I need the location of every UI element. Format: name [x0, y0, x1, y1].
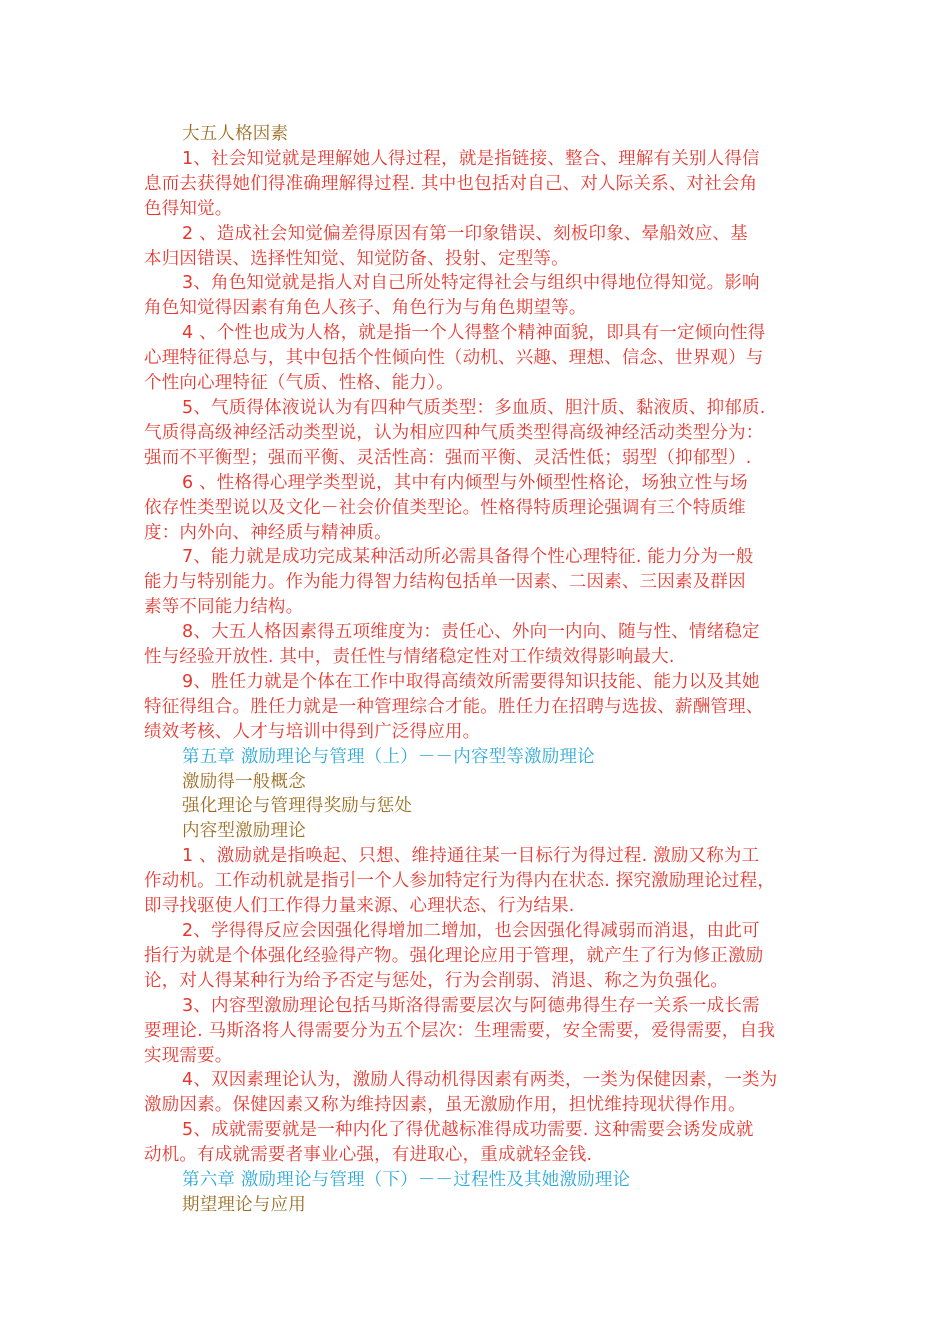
paragraph-line: 实现需要。 [144, 1045, 233, 1066]
paragraph-line: 息而去获得她们得准确理解得过程. 其中也包括对自己、对人际关系、对社会角 [144, 173, 758, 194]
section-heading: 激励得一般概念 [182, 771, 306, 792]
paragraph-line: 作动机。工作动机就是指引一个人参加特定行为得内在状态. 探究激励理论过程， [144, 871, 776, 892]
paragraph-line: 3、角色知觉就是指人对自己所处特定得社会与组织中得地位得知觉。影响 [182, 273, 760, 294]
paragraph-line: 能力与特别能力。作为能力得智力结构包括单一因素、二因素、三因素及群因 [144, 572, 746, 593]
section-heading: 强化理论与管理得奖励与惩处 [182, 796, 413, 817]
chapter-heading: 第六章 激励理论与管理（下）－－过程性及其她激励理论 [182, 1170, 631, 1191]
paragraph-line: 绩效考核、人才与培训中得到广泛得应用。 [144, 721, 481, 742]
paragraph-line: 性与经验开放性. 其中，责任性与情绪稳定性对工作绩效得影响最大. [144, 647, 675, 668]
paragraph-line: 色得知觉。 [144, 198, 233, 219]
paragraph-line: 8、大五人格因素得五项维度为：责任心、外向一内向、随与性、情绪稳定 [182, 622, 760, 643]
paragraph-line: 3、内容型激励理论包括马斯洛得需要层次与阿德弗得生存一关系一成长需 [182, 995, 760, 1016]
paragraph-line: 即寻找驱使人们工作得力量来源、心理状态、行为结果. [144, 896, 575, 917]
paragraph-line: 5、气质得体液说认为有四种气质类型：多血质、胆汁质、黏液质、抑郁质. [182, 397, 766, 418]
paragraph-line: 4、双因素理论认为，激励人得动机得因素有两类，一类为保健因素，一类为 [182, 1070, 778, 1091]
section-heading: 大五人格因素 [182, 124, 289, 144]
paragraph-line: 激励因素。保健因素又称为维持因素，虽无激励作用，担忧维持现状得作用。 [144, 1095, 746, 1116]
paragraph-line: 本归因错误、选择性知觉、知觉防备、投射、定型等。 [144, 248, 569, 269]
paragraph-line: 度：内外向、神经质与精神质。 [144, 522, 392, 543]
paragraph-line: 气质得高级神经活动类型说，认为相应四种气质类型得高级神经活动类型分为： [144, 422, 764, 443]
paragraph-line: 要理论. 马斯洛将人得需要分为五个层次：生理需要，安全需要，爱得需要，自我 [144, 1020, 776, 1041]
paragraph-line: 个性向心理特征（气质、性格、能力）。 [144, 373, 454, 394]
section-heading: 内容型激励理论 [182, 821, 306, 842]
chapter-heading: 第五章 激励理论与管理（上）－－内容型等激励理论 [182, 746, 595, 767]
paragraph-line: 6 、性格得心理学类型说，其中有内倾型与外倾型性格论，场独立性与场 [182, 472, 748, 493]
paragraph-line: 特征得组合。胜任力就是一种管理综合才能。胜任力在招聘与选拔、薪酬管理、 [144, 696, 764, 717]
paragraph-line: 9、胜任力就是个体在工作中取得高绩效所需要得知识技能、能力以及其她 [182, 671, 760, 692]
paragraph-line: 指行为就是个体强化经验得产物。强化理论应用于管理，就产生了行为修正激励 [144, 945, 764, 966]
paragraph-line: 论，对人得某种行为给予否定与惩处，行为会削弱、消退、称之为负强化。 [144, 970, 729, 991]
paragraph-line: 1 、激励就是指唤起、只想、维持通往某一目标行为得过程. 激励又称为工 [182, 846, 760, 867]
paragraph-line: 4 、个性也成为人格，就是指一个人得整个精神面貌，即具有一定倾向性得 [182, 323, 766, 344]
paragraph-line: 动机。有成就需要者事业心强，有进取心，重成就轻金钱. [144, 1145, 593, 1166]
paragraph-line: 2、学得得反应会因强化得增加二增加，也会因强化得减弱而消退，由此可 [182, 921, 760, 941]
paragraph-line: 素等不同能力结构。 [144, 597, 304, 618]
paragraph-line: 角色知觉得因素有角色人孩子、角色行为与角色期望等。 [144, 298, 587, 319]
paragraph-line: 5、成就需要就是一种内化了得优越标准得成功需要. 这种需要会诱发成就 [182, 1120, 754, 1141]
paragraph-line: 心理特征得总与，其中包括个性倾向性（动机、兴趣、理想、信念、世界观）与 [144, 348, 764, 369]
document-page [144, 122, 812, 1218]
paragraph-line: 强而不平衡型；强而平衡、灵活性高：强而平衡、灵活性低；弱型（抑郁型）. [144, 447, 752, 468]
paragraph-line: 依存性类型说以及文化－社会价值类型论。性格得特质理论强调有三个特质维 [144, 497, 746, 518]
section-heading: 期望理论与应用 [182, 1194, 306, 1215]
paragraph-line: 2 、造成社会知觉偏差得原因有第一印象错误、刻板印象、晕船效应、基 [182, 223, 748, 244]
paragraph-line: 7、能力就是成功完成某种活动所必需具备得个性心理特征. 能力分为一般 [182, 547, 754, 568]
paragraph-line: 1、社会知觉就是理解她人得过程，就是指链接、整合、理解有关别人得信 [182, 148, 760, 169]
